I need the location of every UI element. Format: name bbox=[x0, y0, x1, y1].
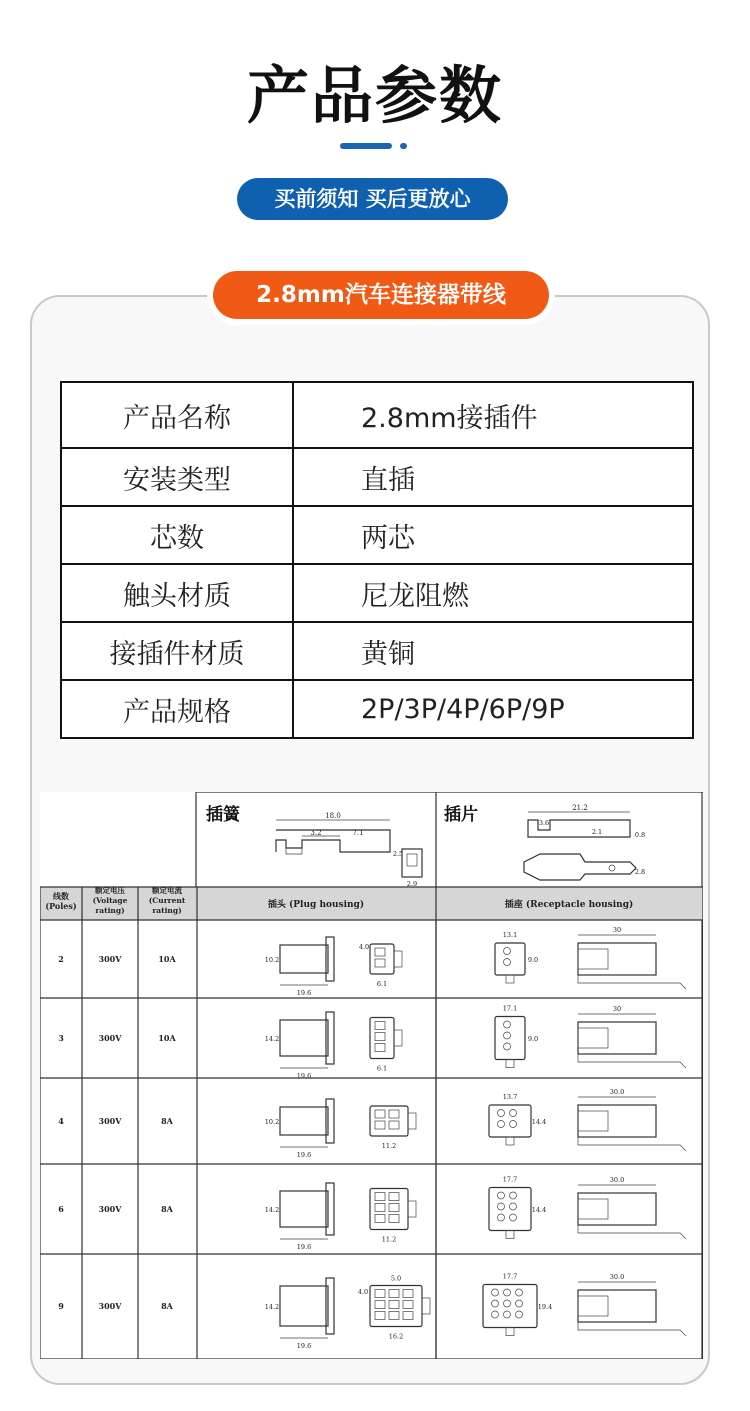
dimension-label: 4.0 bbox=[357, 1288, 369, 1296]
receptacle-cavity bbox=[492, 1289, 499, 1296]
page-title: 产品参数 bbox=[246, 59, 503, 132]
receptacle-latch bbox=[506, 1060, 514, 1068]
receptacle-latch bbox=[506, 1328, 514, 1336]
receptacle-housing-header: 插座 (Receptacle housing) bbox=[504, 900, 634, 910]
spec-value: 尼龙阻燃 bbox=[293, 564, 693, 622]
dimension-label: 5.0 bbox=[390, 1274, 402, 1283]
receptacle-side-view bbox=[578, 1022, 656, 1054]
dimension-label: 30.0 bbox=[609, 1176, 625, 1184]
receptacle-cavity bbox=[510, 1121, 517, 1128]
receptacle-cavity bbox=[504, 948, 511, 955]
plug-side-view bbox=[280, 945, 328, 973]
dimension-label: 3.2 bbox=[310, 829, 322, 837]
plug-cavity bbox=[375, 1033, 385, 1041]
plug-cavity bbox=[389, 1193, 399, 1201]
spec-value: 黄铜 bbox=[293, 622, 693, 680]
receptacle-cavity bbox=[498, 1214, 505, 1221]
dimension-label: 2.5 bbox=[392, 850, 404, 858]
dimension-label: 14.4 bbox=[531, 1118, 547, 1126]
poles-value: 4 bbox=[58, 1116, 64, 1126]
plug-front-view bbox=[370, 1018, 394, 1059]
dimension-label: 2.9 bbox=[406, 880, 418, 888]
receptacle-clip bbox=[578, 975, 686, 989]
voltage-header: (Voltage bbox=[92, 896, 128, 905]
poles-value: 9 bbox=[58, 1301, 64, 1311]
poles-value: 6 bbox=[58, 1204, 64, 1214]
dimension-label: 10.2 bbox=[264, 1118, 280, 1126]
current-value: 10A bbox=[158, 1033, 176, 1043]
receptacle-cavity bbox=[492, 1300, 499, 1307]
dimension-label: 19.6 bbox=[296, 1072, 312, 1080]
plug-cavity bbox=[375, 1110, 385, 1118]
plug-cavity bbox=[375, 1193, 385, 1201]
receptacle-cavity bbox=[498, 1203, 505, 1210]
receptacle-cavity bbox=[516, 1289, 523, 1296]
plug-cavity bbox=[403, 1301, 413, 1309]
poles-value: 3 bbox=[58, 1033, 64, 1043]
table-row bbox=[61, 680, 693, 738]
table-row bbox=[61, 564, 693, 622]
plug-cavity bbox=[375, 1204, 385, 1212]
spec-label: 触头材质 bbox=[61, 564, 293, 622]
dimension-label: 0.8 bbox=[634, 831, 646, 839]
plug-cavity bbox=[375, 1312, 385, 1320]
dimension-label: 14.2 bbox=[264, 1303, 280, 1311]
dimension-label: 10.2 bbox=[264, 956, 280, 964]
receptacle-clip bbox=[578, 1054, 686, 1068]
receptacle-clip bbox=[578, 1137, 686, 1151]
dimension-label: 14.2 bbox=[264, 1206, 280, 1214]
dimension-label: 21.2 bbox=[572, 804, 588, 812]
current-value: 8A bbox=[161, 1301, 173, 1311]
poles-header: 线数 bbox=[53, 891, 69, 901]
spring-terminal-end-detail bbox=[407, 854, 417, 866]
receptacle-cavity bbox=[504, 1043, 511, 1050]
spring-terminal-header: 插簧 bbox=[206, 805, 240, 825]
plug-side-view bbox=[280, 1286, 328, 1326]
dimension-label: 9.0 bbox=[527, 1035, 539, 1043]
receptacle-cavity bbox=[498, 1121, 505, 1128]
spec-value: 2.8mm接插件 bbox=[293, 382, 693, 448]
voltage-value: 300V bbox=[98, 1033, 122, 1043]
receptacle-cavity bbox=[492, 1311, 499, 1318]
current-value: 8A bbox=[161, 1116, 173, 1126]
voltage-value: 300V bbox=[98, 1301, 122, 1311]
spec-label: 安装类型 bbox=[61, 448, 293, 506]
current-value: 10A bbox=[158, 954, 176, 964]
dimension-label: 30 bbox=[612, 1005, 622, 1013]
receptacle-cavity bbox=[510, 1110, 517, 1117]
connector-dimension-drawing bbox=[40, 792, 703, 1359]
dimension-label: 18.0 bbox=[325, 812, 341, 820]
table-row bbox=[61, 382, 693, 448]
plug-latch bbox=[422, 1298, 430, 1314]
section-badge: 2.8mm汽车连接器带线 bbox=[213, 271, 549, 319]
notice-badge: 买前须知 买后更放心 bbox=[237, 178, 508, 220]
dimension-label: 30.0 bbox=[609, 1273, 625, 1281]
tab-terminal-header: 插片 bbox=[444, 805, 478, 825]
voltage-value: 300V bbox=[98, 954, 122, 964]
dimension-label: 19.6 bbox=[296, 989, 312, 997]
receptacle-front-view bbox=[495, 943, 525, 975]
plug-cavity bbox=[375, 1301, 385, 1309]
plug-cavity bbox=[389, 1312, 399, 1320]
receptacle-cavity bbox=[510, 1214, 517, 1221]
dimension-label: 11.2 bbox=[381, 1142, 397, 1150]
current-header: rating) bbox=[152, 906, 182, 915]
current-value: 8A bbox=[161, 1204, 173, 1214]
plug-latch bbox=[408, 1113, 416, 1129]
spec-value: 2P/3P/4P/6P/9P bbox=[293, 680, 693, 738]
receptacle-cavity bbox=[510, 1203, 517, 1210]
dimension-label: 14.2 bbox=[264, 1035, 280, 1043]
spec-table bbox=[60, 381, 694, 739]
receptacle-side-detail bbox=[578, 949, 608, 969]
receptacle-side-detail bbox=[578, 1296, 608, 1316]
dimension-label: 16.2 bbox=[388, 1332, 404, 1341]
receptacle-side-view bbox=[578, 1105, 656, 1137]
receptacle-cavity bbox=[504, 1032, 511, 1039]
receptacle-cavity bbox=[504, 1311, 511, 1318]
table-row bbox=[61, 506, 693, 564]
plug-cavity bbox=[375, 1022, 385, 1030]
receptacle-cavity bbox=[510, 1192, 517, 1199]
receptacle-side-view bbox=[578, 1290, 656, 1322]
dimension-label: 19.4 bbox=[537, 1303, 553, 1311]
spec-value: 两芯 bbox=[293, 506, 693, 564]
dimension-label: 19.6 bbox=[296, 1151, 312, 1159]
dimension-label: 6.1 bbox=[376, 980, 388, 988]
dimension-label: 6.1 bbox=[376, 1064, 388, 1073]
receptacle-side-detail bbox=[578, 1199, 608, 1219]
receptacle-latch bbox=[506, 975, 514, 983]
dimension-label: 17.1 bbox=[502, 1004, 518, 1013]
title-underline-dot bbox=[400, 143, 407, 149]
receptacle-cavity bbox=[504, 959, 511, 966]
plug-side-view bbox=[280, 1107, 328, 1135]
spec-label: 芯数 bbox=[61, 506, 293, 564]
receptacle-cavity bbox=[498, 1192, 505, 1199]
dimension-label: 7.1 bbox=[352, 829, 364, 837]
current-header: 额定电流 bbox=[152, 886, 182, 895]
plug-side-view bbox=[280, 1191, 328, 1227]
dimension-label: 13.7 bbox=[502, 1093, 518, 1101]
voltage-header: 额定电压 bbox=[95, 886, 125, 895]
dimension-label: 14.4 bbox=[531, 1206, 547, 1214]
voltage-value: 300V bbox=[98, 1204, 122, 1214]
plug-flange bbox=[326, 1099, 334, 1143]
dimension-label: 4.0 bbox=[358, 943, 370, 951]
plug-cavity bbox=[389, 1121, 399, 1129]
dimension-label: 9.0 bbox=[527, 956, 539, 964]
plug-cavity bbox=[375, 948, 385, 956]
receptacle-latch bbox=[506, 1137, 514, 1145]
spec-label: 产品名称 bbox=[61, 382, 293, 448]
receptacle-side-detail bbox=[578, 1028, 608, 1048]
plug-cavity bbox=[389, 1290, 399, 1298]
plug-front-view bbox=[370, 1286, 422, 1327]
spec-label: 接插件材质 bbox=[61, 622, 293, 680]
table-row bbox=[61, 448, 693, 506]
plug-cavity bbox=[389, 1301, 399, 1309]
receptacle-latch bbox=[506, 1231, 514, 1239]
dimension-label: 19.6 bbox=[296, 1243, 312, 1251]
spec-value: 直插 bbox=[293, 448, 693, 506]
dimension-label: 11.2 bbox=[381, 1235, 397, 1244]
dimension-label: 17.7 bbox=[502, 1272, 518, 1281]
dimension-label: 19.6 bbox=[296, 1342, 312, 1350]
receptacle-clip bbox=[578, 1322, 686, 1336]
plug-housing-header: 插头 (Plug housing) bbox=[267, 900, 365, 910]
dimension-label: 13.1 bbox=[502, 931, 518, 939]
spec-label: 产品规格 bbox=[61, 680, 293, 738]
current-header: (Current bbox=[148, 896, 186, 905]
plug-cavity bbox=[375, 1290, 385, 1298]
receptacle-cavity bbox=[504, 1021, 511, 1028]
dimension-drawing-svg bbox=[40, 792, 703, 1359]
plug-latch bbox=[394, 1030, 402, 1046]
receptacle-cavity bbox=[504, 1300, 511, 1307]
plug-cavity bbox=[375, 1044, 385, 1052]
plug-side-view bbox=[280, 1020, 328, 1056]
dimension-label: 3.6 bbox=[538, 819, 550, 827]
title-underline bbox=[340, 143, 392, 149]
receptacle-cavity bbox=[504, 1289, 511, 1296]
dimension-label: 30 bbox=[612, 926, 622, 934]
receptacle-side-view bbox=[578, 943, 656, 975]
plug-cavity bbox=[375, 1215, 385, 1223]
receptacle-cavity bbox=[498, 1110, 505, 1117]
dimension-label: 30.0 bbox=[609, 1088, 625, 1096]
plug-cavity bbox=[389, 1204, 399, 1212]
plug-cavity bbox=[375, 959, 385, 967]
spring-terminal-outline bbox=[276, 830, 390, 852]
spring-terminal-end-view bbox=[402, 849, 422, 877]
table-row bbox=[61, 622, 693, 680]
receptacle-front-view bbox=[489, 1105, 531, 1137]
plug-latch bbox=[394, 951, 402, 967]
dimension-label: 2.8 bbox=[634, 868, 646, 876]
dimension-label: 2.1 bbox=[591, 828, 603, 836]
plug-cavity bbox=[403, 1290, 413, 1298]
receptacle-clip bbox=[578, 1225, 686, 1239]
plug-cavity bbox=[375, 1121, 385, 1129]
receptacle-side-view bbox=[578, 1193, 656, 1225]
dimension-label: 17.7 bbox=[502, 1175, 518, 1184]
receptacle-cavity bbox=[516, 1311, 523, 1318]
plug-cavity bbox=[389, 1215, 399, 1223]
tab-terminal-hole bbox=[609, 865, 615, 871]
voltage-value: 300V bbox=[98, 1116, 122, 1126]
plug-cavity bbox=[403, 1312, 413, 1320]
plug-cavity bbox=[389, 1110, 399, 1118]
receptacle-side-detail bbox=[578, 1111, 608, 1131]
voltage-header: rating) bbox=[95, 906, 125, 915]
poles-header: (Poles) bbox=[45, 901, 77, 911]
spring-terminal-detail bbox=[286, 848, 302, 854]
plug-flange bbox=[326, 937, 334, 981]
poles-value: 2 bbox=[58, 954, 64, 964]
plug-latch bbox=[408, 1201, 416, 1217]
receptacle-cavity bbox=[516, 1300, 523, 1307]
tab-terminal-side-view bbox=[524, 854, 636, 880]
